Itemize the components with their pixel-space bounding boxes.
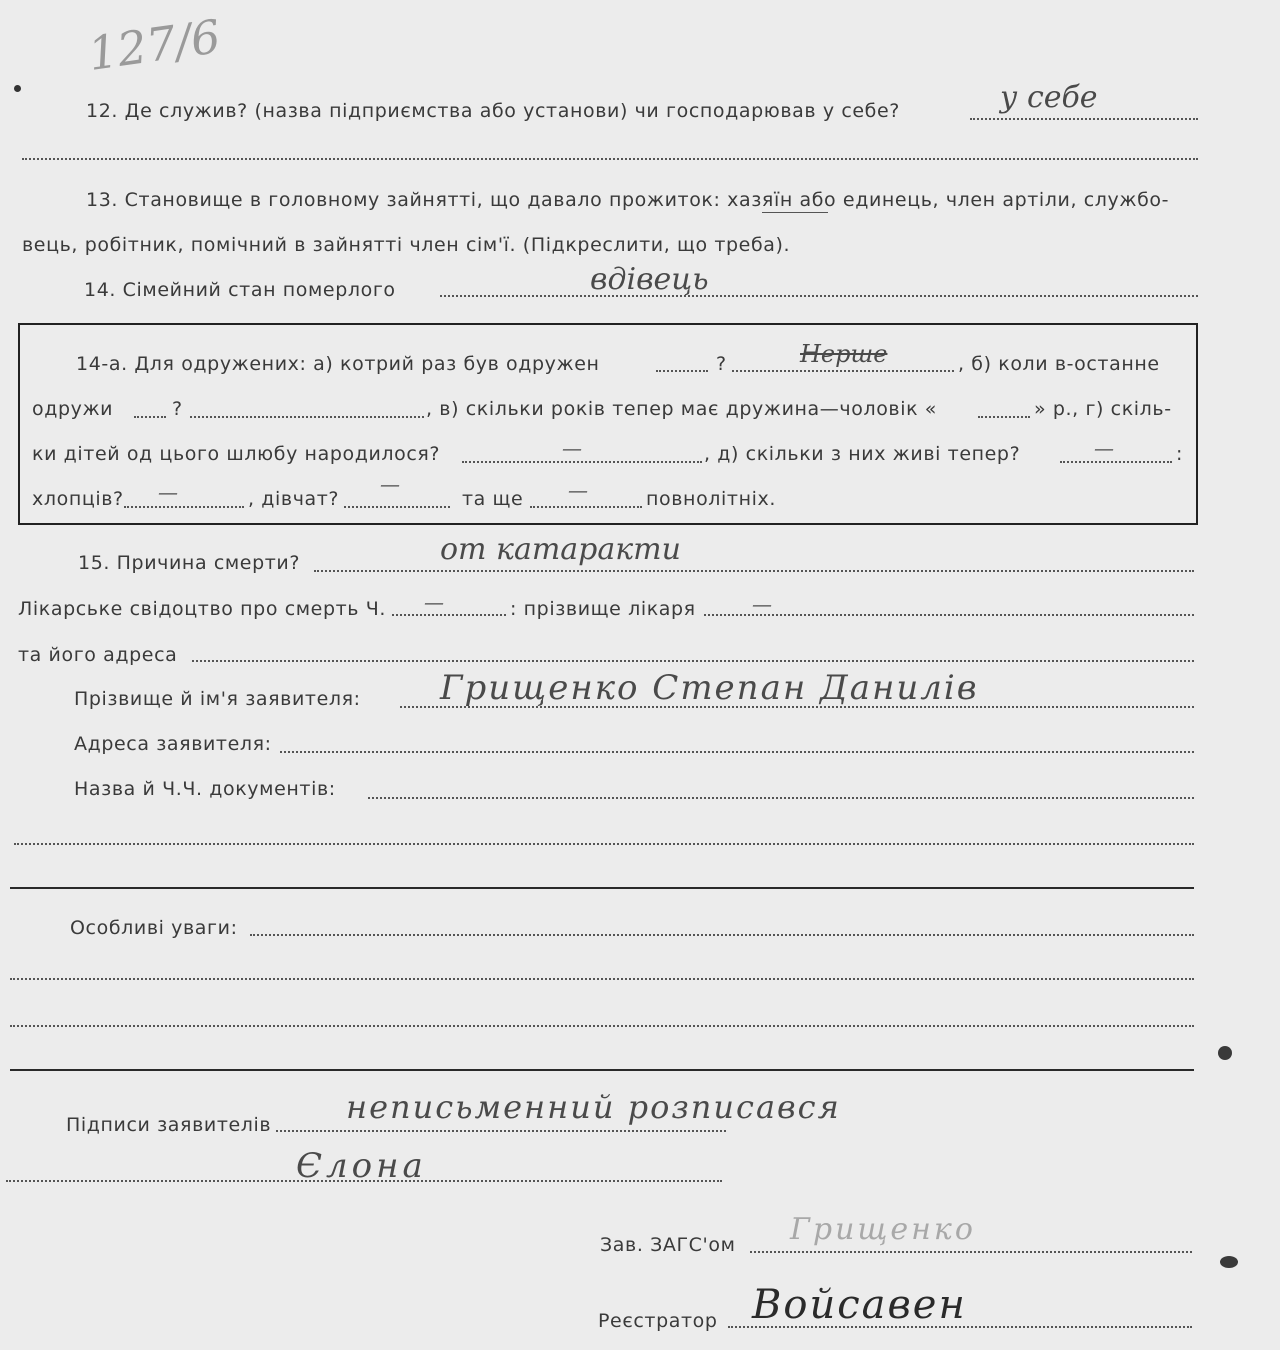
medical-doctor-line [704,614,1194,616]
q14a-line4 [190,416,424,418]
q13-underline [762,212,828,213]
notes-label: Особливі уваги: [70,917,238,939]
margin-mark-1 [1218,1046,1232,1060]
q14a-line2 [732,370,954,372]
q14a-line7 [1060,461,1172,463]
q14a-part7: , д) скільки з них живі тепер? [704,443,1021,465]
medical-address-label: та його адреса [18,644,178,666]
q14a-married-count: Нерше [800,340,888,368]
applicant-docs-line [368,797,1194,799]
notes-line-1 [250,934,1194,936]
q15-answer: от катаракти [440,532,681,567]
q14a-part3: одружи [32,398,114,420]
q14a-boys-dash: — [158,480,178,504]
q14a-part4: , в) скільки років тепер має дружина—чоловік « [426,398,938,420]
applicant-name-value: Грищенко Степан Данилів [440,668,979,708]
medical-label: Лікарське свідоцтво про смерть Ч. [18,598,386,620]
q13-line2: вець, робітник, помічний в зайнятті член сім'ї. (Підкреслити, що треба). [22,234,791,256]
head-line [750,1251,1192,1253]
q14a-part1: 14-а. Для одружених: а) котрий раз був одружен [76,353,600,375]
medical-address-line [192,660,1194,662]
margin-mark-2 [1220,1256,1238,1268]
q14a-more-label: та ще [462,488,524,510]
q14a-line10 [530,506,642,508]
q14a-colon: : [1176,443,1184,465]
q14-answer: вдівець [590,262,709,297]
signatures-label: Підписи заявителів [66,1114,272,1136]
applicant-address-label: Адреса заявителя: [74,733,272,755]
q14a-line9 [344,506,450,508]
signatures-value-1: неписьменний розписався [346,1088,841,1126]
q14a-alive-dash: — [1094,436,1114,460]
medical-doctor-label: : прізвище лікаря [510,598,696,620]
q14a-line8 [124,506,244,508]
q14a-part6: ки дітей од цього шлюбу народилося? [32,443,441,465]
q15-label: 15. Причина смерти? [78,552,301,574]
head-signature: Грищенко [790,1212,976,1247]
q14a-qmark1: ? [716,353,727,375]
q12-line [970,118,1198,120]
q14a-girls-dash: — [380,472,400,496]
q14a-more-dash: — [568,478,588,502]
q14a-line3 [134,416,166,418]
q14-line [440,295,1198,297]
registrar-label: Реєстратор [598,1310,718,1332]
page-number: 127/6 [84,9,224,81]
applicant-docs-label: Назва й Ч.Ч. документів: [74,778,336,800]
q14a-part2: , б) коли в-останне [958,353,1160,375]
q14-label: 14. Сімейний стан померлого [84,279,396,301]
q13-line1: 13. Становище в головному зайнятті, що давало прожиток: хазяїн або единець, член артіли, службо- [86,189,1170,211]
head-label: Зав. ЗАГС'ом [600,1234,736,1256]
punch-dot [14,85,21,92]
notes-line-2 [10,978,1194,980]
q12-line-2 [22,158,1198,160]
medical-number-dash: — [424,590,444,614]
q14a-line1 [656,370,708,372]
signatures-line [276,1130,726,1132]
q12-answer: у себе [1000,80,1098,115]
q14a-adults-label: повнолітніх. [646,488,776,510]
medical-number-line [392,614,506,616]
q14a-line6 [462,461,702,463]
q14a-girls-label: , дівчат? [248,488,340,510]
q14a-part5: » р., г) скіль- [1034,398,1172,420]
q14a-qmark2: ? [172,398,183,420]
applicant-name-label: Прізвище й ім'я заявителя: [74,688,361,710]
q14a-boys-label: хлопців? [32,488,124,510]
signatures-value-2: Єлона [296,1146,427,1186]
divider-2 [10,1069,1194,1071]
medical-doctor-dash: — [752,592,772,616]
divider-1 [10,887,1194,889]
q12-label: 12. Де служив? (назва підприємства або установи) чи господарював у себе? [86,100,900,122]
q14a-line5 [978,416,1030,418]
applicant-address-line [280,751,1194,753]
applicant-docs-line-2 [14,843,1194,845]
q15-line [314,570,1194,572]
notes-line-3 [10,1025,1194,1027]
q14a-children-dash: — [562,436,582,460]
registrar-signature: Войсавен [752,1282,967,1328]
